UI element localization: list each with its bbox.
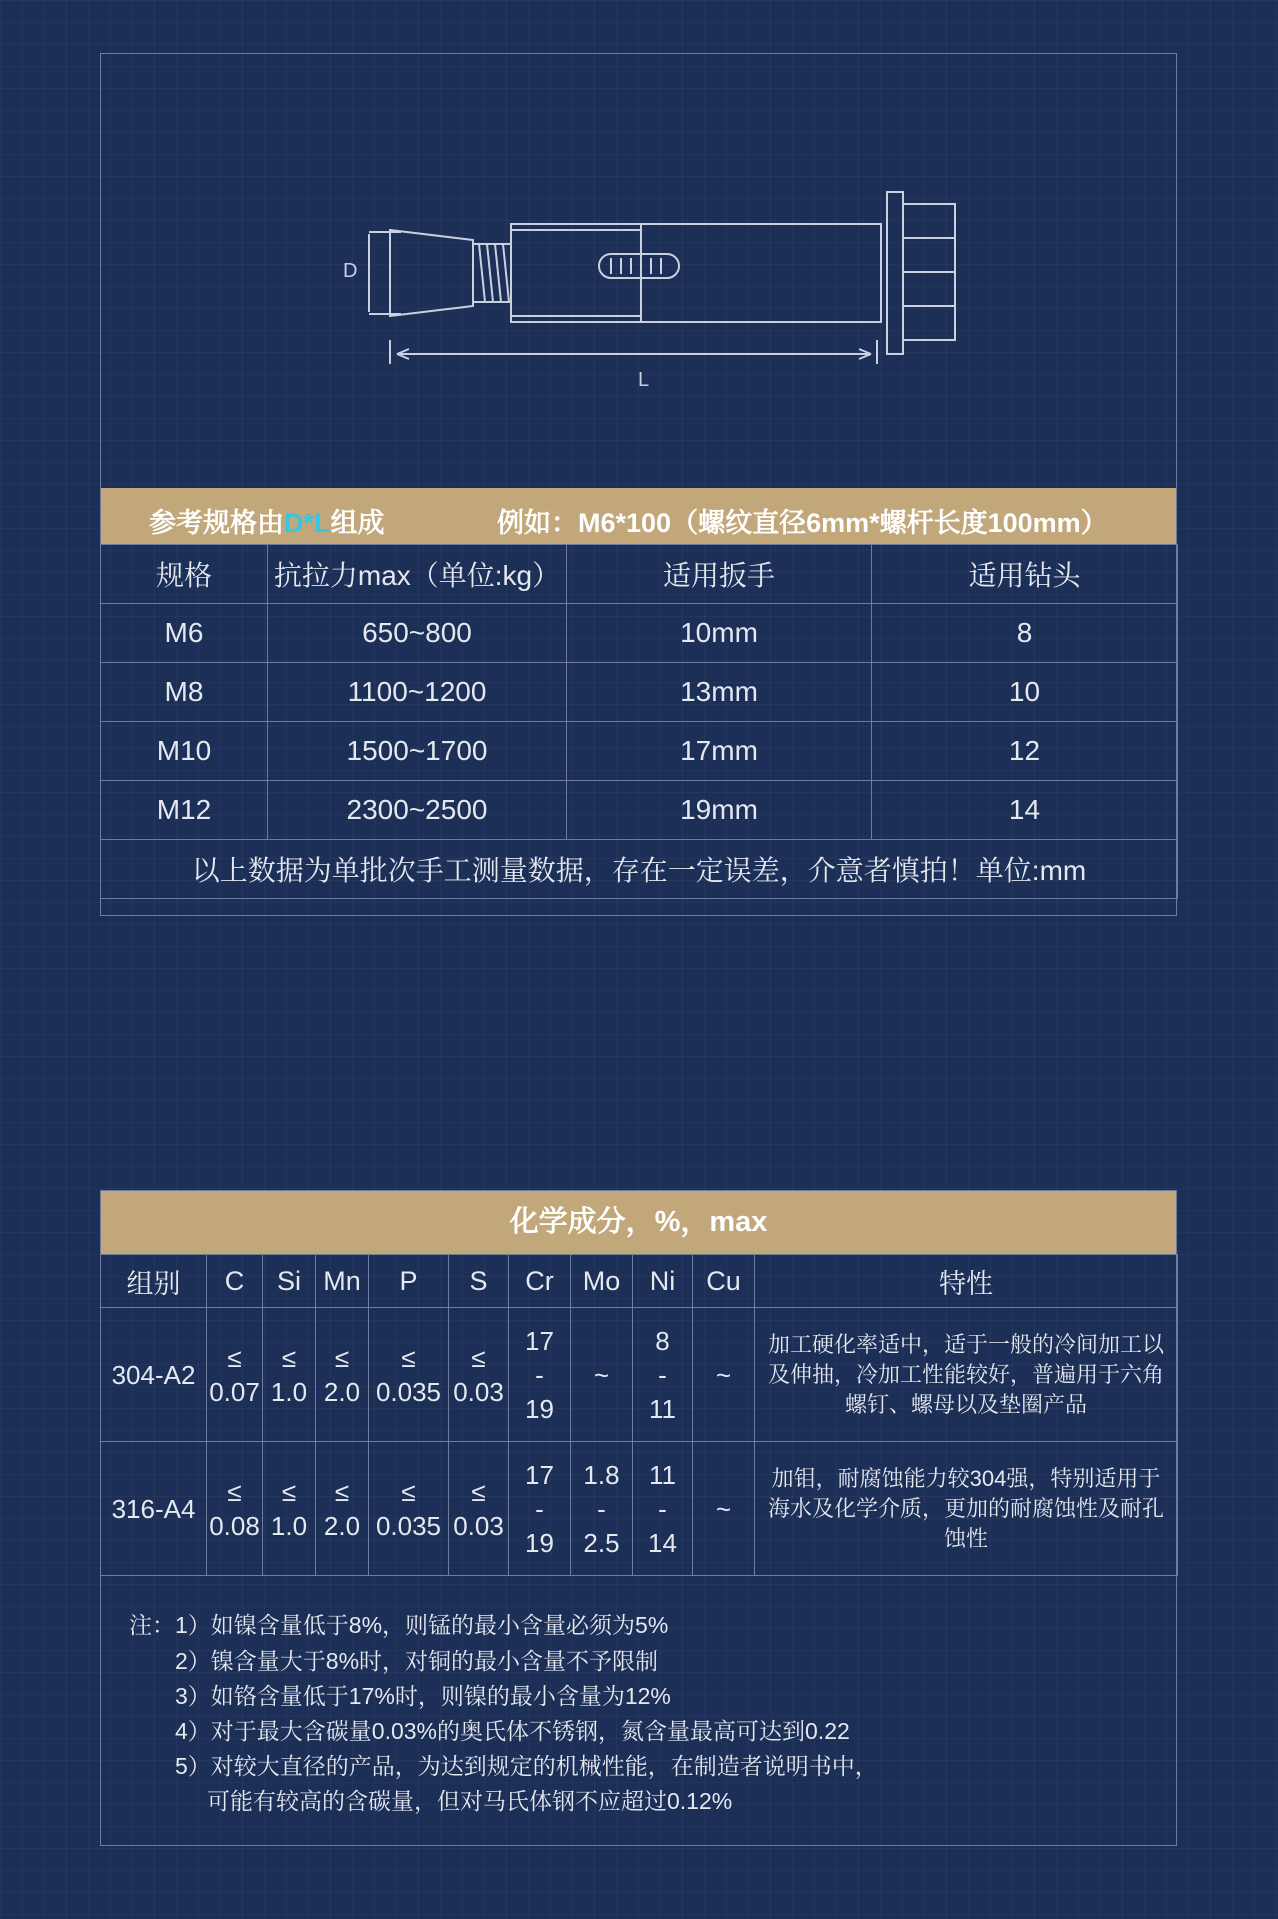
le-symbol: ≤ [281, 1342, 297, 1373]
anchor-bolt-drawing [101, 54, 1178, 488]
group-cell: 304-A2 [101, 1308, 207, 1442]
value: 0.07 [209, 1376, 260, 1407]
le-symbol: ≤ [334, 1342, 350, 1373]
le-symbol: ≤ [401, 1342, 416, 1373]
note-line: 4）对于最大含碳量0.03%的奥氏体不锈钢，氮含量最高可达到0.22 [175, 1718, 850, 1744]
le-symbol: ≤ [281, 1476, 297, 1507]
value: ~ [715, 1359, 732, 1390]
spec-table [100, 544, 1178, 899]
table-cell: M12 [101, 781, 268, 840]
table-cell: 19mm [567, 781, 872, 840]
c-cell [207, 1442, 263, 1576]
le-symbol: ≤ [334, 1476, 350, 1507]
si-cell [263, 1442, 316, 1576]
value: 0.03 [453, 1510, 504, 1541]
spec-panel [100, 53, 1177, 916]
value: ~ [715, 1493, 732, 1524]
table-cell: 13mm [567, 663, 872, 722]
value: 17 [525, 1459, 554, 1490]
chem-title: 化学成分，%，max [101, 1191, 1176, 1254]
value: 2.0 [323, 1376, 361, 1407]
cr-cell [509, 1442, 571, 1576]
spec-note: 以上数据为单批次手工测量数据，存在一定误差，介意者慎拍！单位:mm [101, 840, 1178, 899]
range-dash: - [658, 1493, 667, 1524]
column-header: Cu [693, 1255, 755, 1308]
note-line: 5）对较大直径的产品，为达到规定的机械性能，在制造者说明书中， [175, 1753, 878, 1779]
value: 0.035 [375, 1376, 442, 1407]
value: 0.035 [375, 1510, 442, 1541]
note-line: 注：1）如镍含量低于8%，则锰的最小含量必须为5% [129, 1612, 669, 1638]
le-symbol: ≤ [401, 1476, 416, 1507]
value: 14 [648, 1527, 677, 1558]
column-header: 适用钻头 [872, 545, 1178, 604]
value: 19 [525, 1527, 554, 1558]
note-line: 3）如铬含量低于17%时，则镍的最小含量为12% [175, 1683, 671, 1709]
chem-table [100, 1254, 1178, 1576]
le-symbol: ≤ [471, 1342, 486, 1373]
s-cell [449, 1308, 509, 1442]
value: 2.5 [583, 1527, 620, 1558]
note-line: 2）镍含量大于8%时，对铜的最小含量不予限制 [175, 1648, 659, 1674]
column-header: 特性 [755, 1255, 1178, 1308]
si-cell [263, 1308, 316, 1442]
table-cell: M6 [101, 604, 268, 663]
group-cell: 316-A4 [101, 1442, 207, 1576]
column-header: Mo [571, 1255, 633, 1308]
spec-format-suffix: 组成 [330, 508, 385, 538]
spec-format-label [149, 501, 385, 540]
le-symbol: ≤ [471, 1476, 486, 1507]
value: 17 [525, 1325, 554, 1356]
spec-note-row [101, 840, 1178, 899]
cr-cell [509, 1308, 571, 1442]
cu-cell [693, 1442, 755, 1576]
mo-cell [571, 1442, 633, 1576]
table-cell: 2300~2500 [268, 781, 567, 840]
chem-header-row [101, 1255, 1178, 1308]
table-row [101, 781, 1178, 840]
p-cell [369, 1308, 449, 1442]
value: 1.0 [270, 1376, 308, 1407]
le-symbol: ≤ [227, 1342, 242, 1373]
property-cell: 加钼，耐腐蚀能力较304强，特别适用于海水及化学介质，更加的耐腐蚀性及耐孔蚀性 [755, 1442, 1178, 1576]
table-cell: 1500~1700 [268, 722, 567, 781]
column-header: Ni [633, 1255, 693, 1308]
table-cell: 17mm [567, 722, 872, 781]
column-header: S [449, 1255, 509, 1308]
column-header: P [369, 1255, 449, 1308]
column-header: Si [263, 1255, 316, 1308]
mo-cell [571, 1308, 633, 1442]
c-cell [207, 1308, 263, 1442]
value: 2.0 [323, 1510, 361, 1541]
chem-panel [100, 1190, 1177, 1846]
value: 1.8 [583, 1459, 620, 1490]
le-symbol: ≤ [227, 1476, 242, 1507]
column-header: 组别 [101, 1255, 207, 1308]
column-header: C [207, 1255, 263, 1308]
spec-header-bar [101, 488, 1176, 544]
table-cell: 650~800 [268, 604, 567, 663]
table-cell: 10 [872, 663, 1178, 722]
spec-format-prefix: 参考规格由 [149, 508, 284, 538]
spec-format-accent: D*L [284, 508, 331, 538]
spec-example: 例如：M6*100（螺纹直径6mm*螺杆长度100mm） [497, 508, 1108, 538]
value: 11 [649, 1393, 676, 1424]
table-cell: M10 [101, 722, 268, 781]
d-dimension-label: D [343, 260, 358, 282]
table-row [101, 1442, 1178, 1576]
value: 1.0 [270, 1510, 308, 1541]
range-dash: - [597, 1493, 606, 1524]
l-dimension-label: L [638, 369, 650, 391]
table-cell: 8 [872, 604, 1178, 663]
table-cell: 12 [872, 722, 1178, 781]
value: 11 [649, 1459, 676, 1490]
table-cell: M8 [101, 663, 268, 722]
mn-cell [316, 1308, 369, 1442]
anchor-bolt-diagram [101, 54, 1176, 488]
range-dash: - [535, 1359, 544, 1390]
column-header: Mn [316, 1255, 369, 1308]
column-header: Cr [509, 1255, 571, 1308]
spec-header-row [101, 545, 1178, 604]
note-line: 可能有较高的含碳量，但对马氏体钢不应超过0.12% [207, 1788, 733, 1814]
column-header: 抗拉力max（单位:kg） [268, 545, 567, 604]
column-header: 适用扳手 [567, 545, 872, 604]
table-row [101, 663, 1178, 722]
mn-cell [316, 1442, 369, 1576]
table-cell: 1100~1200 [268, 663, 567, 722]
cu-cell [693, 1308, 755, 1442]
value: ~ [593, 1359, 610, 1390]
ni-cell [633, 1308, 693, 1442]
s-cell [449, 1442, 509, 1576]
value: 8 [655, 1325, 670, 1356]
table-cell: 10mm [567, 604, 872, 663]
range-dash: - [658, 1359, 667, 1390]
p-cell [369, 1442, 449, 1576]
value: 19 [525, 1393, 554, 1424]
value: 0.03 [453, 1376, 504, 1407]
ni-cell [633, 1442, 693, 1576]
value: 0.08 [209, 1510, 260, 1541]
column-header: 规格 [101, 545, 268, 604]
table-row [101, 722, 1178, 781]
table-cell: 14 [872, 781, 1178, 840]
table-row [101, 604, 1178, 663]
property-cell: 加工硬化率适中，适于一般的冷间加工以及伸抽，冷加工性能较好，普遍用于六角螺钉、螺母以及垫圈产品 [755, 1308, 1178, 1442]
range-dash: - [535, 1493, 544, 1524]
table-row [101, 1308, 1178, 1442]
